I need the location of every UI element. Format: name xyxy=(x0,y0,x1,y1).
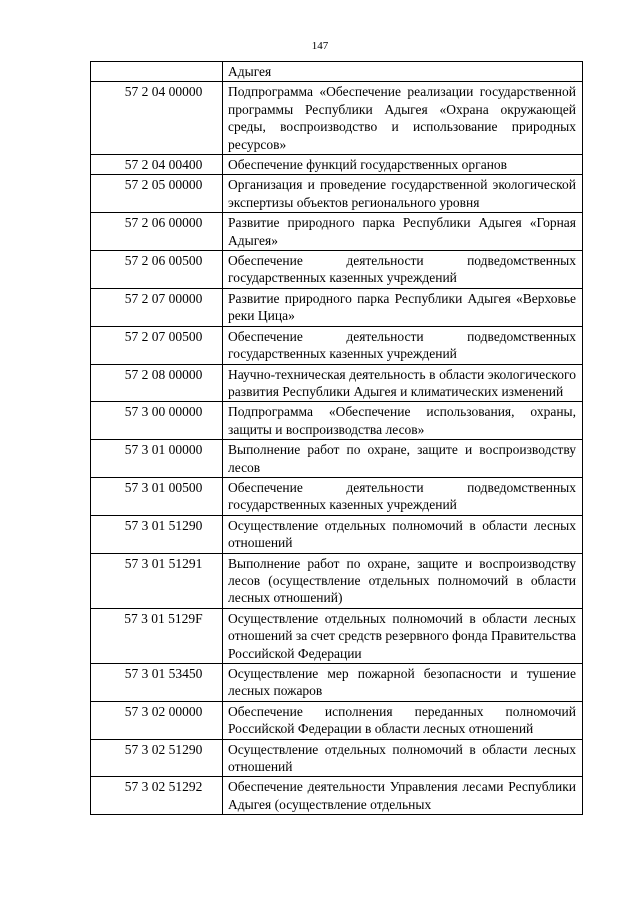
table-row xyxy=(91,62,583,82)
name-cell: Обеспечение деятельности подведомственных государственных казенных учреждений xyxy=(223,251,583,289)
code-cell: 57 3 01 53450 xyxy=(91,664,223,702)
name-cell: Подпрограмма «Обеспечение реализации государственной программы Республики Адыгея «Охрана окружающей среды, воспроизводство и использование природных ресурсов» xyxy=(223,82,583,155)
table-row xyxy=(91,440,583,478)
name-cell: Развитие природного парка Республики Адыгея «Горная Адыгея» xyxy=(223,213,583,251)
name-cell: Осуществление отдельных полномочий в области лесных отношений xyxy=(223,739,583,777)
code-cell: 57 2 06 00500 xyxy=(91,251,223,289)
table-row xyxy=(91,364,583,402)
table-row xyxy=(91,664,583,702)
page-number: 147 xyxy=(311,40,329,52)
code-cell xyxy=(91,62,223,82)
table-row xyxy=(91,213,583,251)
code-cell: 57 2 08 00000 xyxy=(91,364,223,402)
table-row xyxy=(91,288,583,326)
name-cell: Подпрограмма «Обеспечение использования, охраны, защиты и воспроизводства лесов» xyxy=(223,402,583,440)
table-row xyxy=(91,553,583,608)
table-row xyxy=(91,175,583,213)
name-cell: Обеспечение функций государственных органов xyxy=(223,155,583,175)
code-cell: 57 3 01 00000 xyxy=(91,440,223,478)
name-cell: Организация и проведение государственной экологической экспертизы объектов регионального уровня xyxy=(223,175,583,213)
table-row xyxy=(91,251,583,289)
table-row xyxy=(91,701,583,739)
name-cell: Обеспечение деятельности подведомственных государственных казенных учреждений xyxy=(223,477,583,515)
code-cell: 57 3 02 00000 xyxy=(91,701,223,739)
code-cell: 57 3 01 00500 xyxy=(91,477,223,515)
code-cell: 57 2 04 00000 xyxy=(91,82,223,155)
code-cell: 57 3 02 51292 xyxy=(91,777,223,815)
name-cell: Выполнение работ по охране, защите и воспроизводству лесов (осуществление отдельных полномочий в области лесных отношений) xyxy=(223,553,583,608)
table-row xyxy=(91,155,583,175)
code-cell: 57 2 05 00000 xyxy=(91,175,223,213)
table-row xyxy=(91,326,583,364)
table-row xyxy=(91,739,583,777)
table-row xyxy=(91,608,583,663)
name-cell: Обеспечение деятельности подведомственных государственных казенных учреждений xyxy=(223,326,583,364)
code-cell: 57 2 06 00000 xyxy=(91,213,223,251)
table-row xyxy=(91,777,583,815)
name-cell: Осуществление мер пожарной безопасности и тушение лесных пожаров xyxy=(223,664,583,702)
code-cell: 57 3 01 51290 xyxy=(91,515,223,553)
name-cell: Научно-техническая деятельность в области экологического развития Республики Адыгея и климатических изменений xyxy=(223,364,583,402)
name-cell: Обеспечение исполнения переданных полномочий Российской Федерации в области лесных отношений xyxy=(223,701,583,739)
table-row xyxy=(91,402,583,440)
table-row xyxy=(91,515,583,553)
name-cell: Осуществление отдельных полномочий в области лесных отношений xyxy=(223,515,583,553)
code-cell: 57 3 01 51291 xyxy=(91,553,223,608)
name-cell: Обеспечение деятельности Управления лесами Республики Адыгея (осуществление отдельных xyxy=(223,777,583,815)
name-cell: Осуществление отдельных полномочий в области лесных отношений за счет средств резервного фонда Правительства Российской Федерации xyxy=(223,608,583,663)
table-row xyxy=(91,477,583,515)
code-cell: 57 2 07 00500 xyxy=(91,326,223,364)
code-cell: 57 2 07 00000 xyxy=(91,288,223,326)
code-cell: 57 2 04 00400 xyxy=(91,155,223,175)
code-cell: 57 3 00 00000 xyxy=(91,402,223,440)
name-cell: Развитие природного парка Республики Адыгея «Верховье реки Цица» xyxy=(223,288,583,326)
code-cell: 57 3 02 51290 xyxy=(91,739,223,777)
budget-classification-table xyxy=(90,61,583,815)
name-cell: Выполнение работ по охране, защите и воспроизводству лесов xyxy=(223,440,583,478)
name-cell: Адыгея xyxy=(223,62,583,82)
table-row xyxy=(91,82,583,155)
code-cell: 57 3 01 5129F xyxy=(91,608,223,663)
